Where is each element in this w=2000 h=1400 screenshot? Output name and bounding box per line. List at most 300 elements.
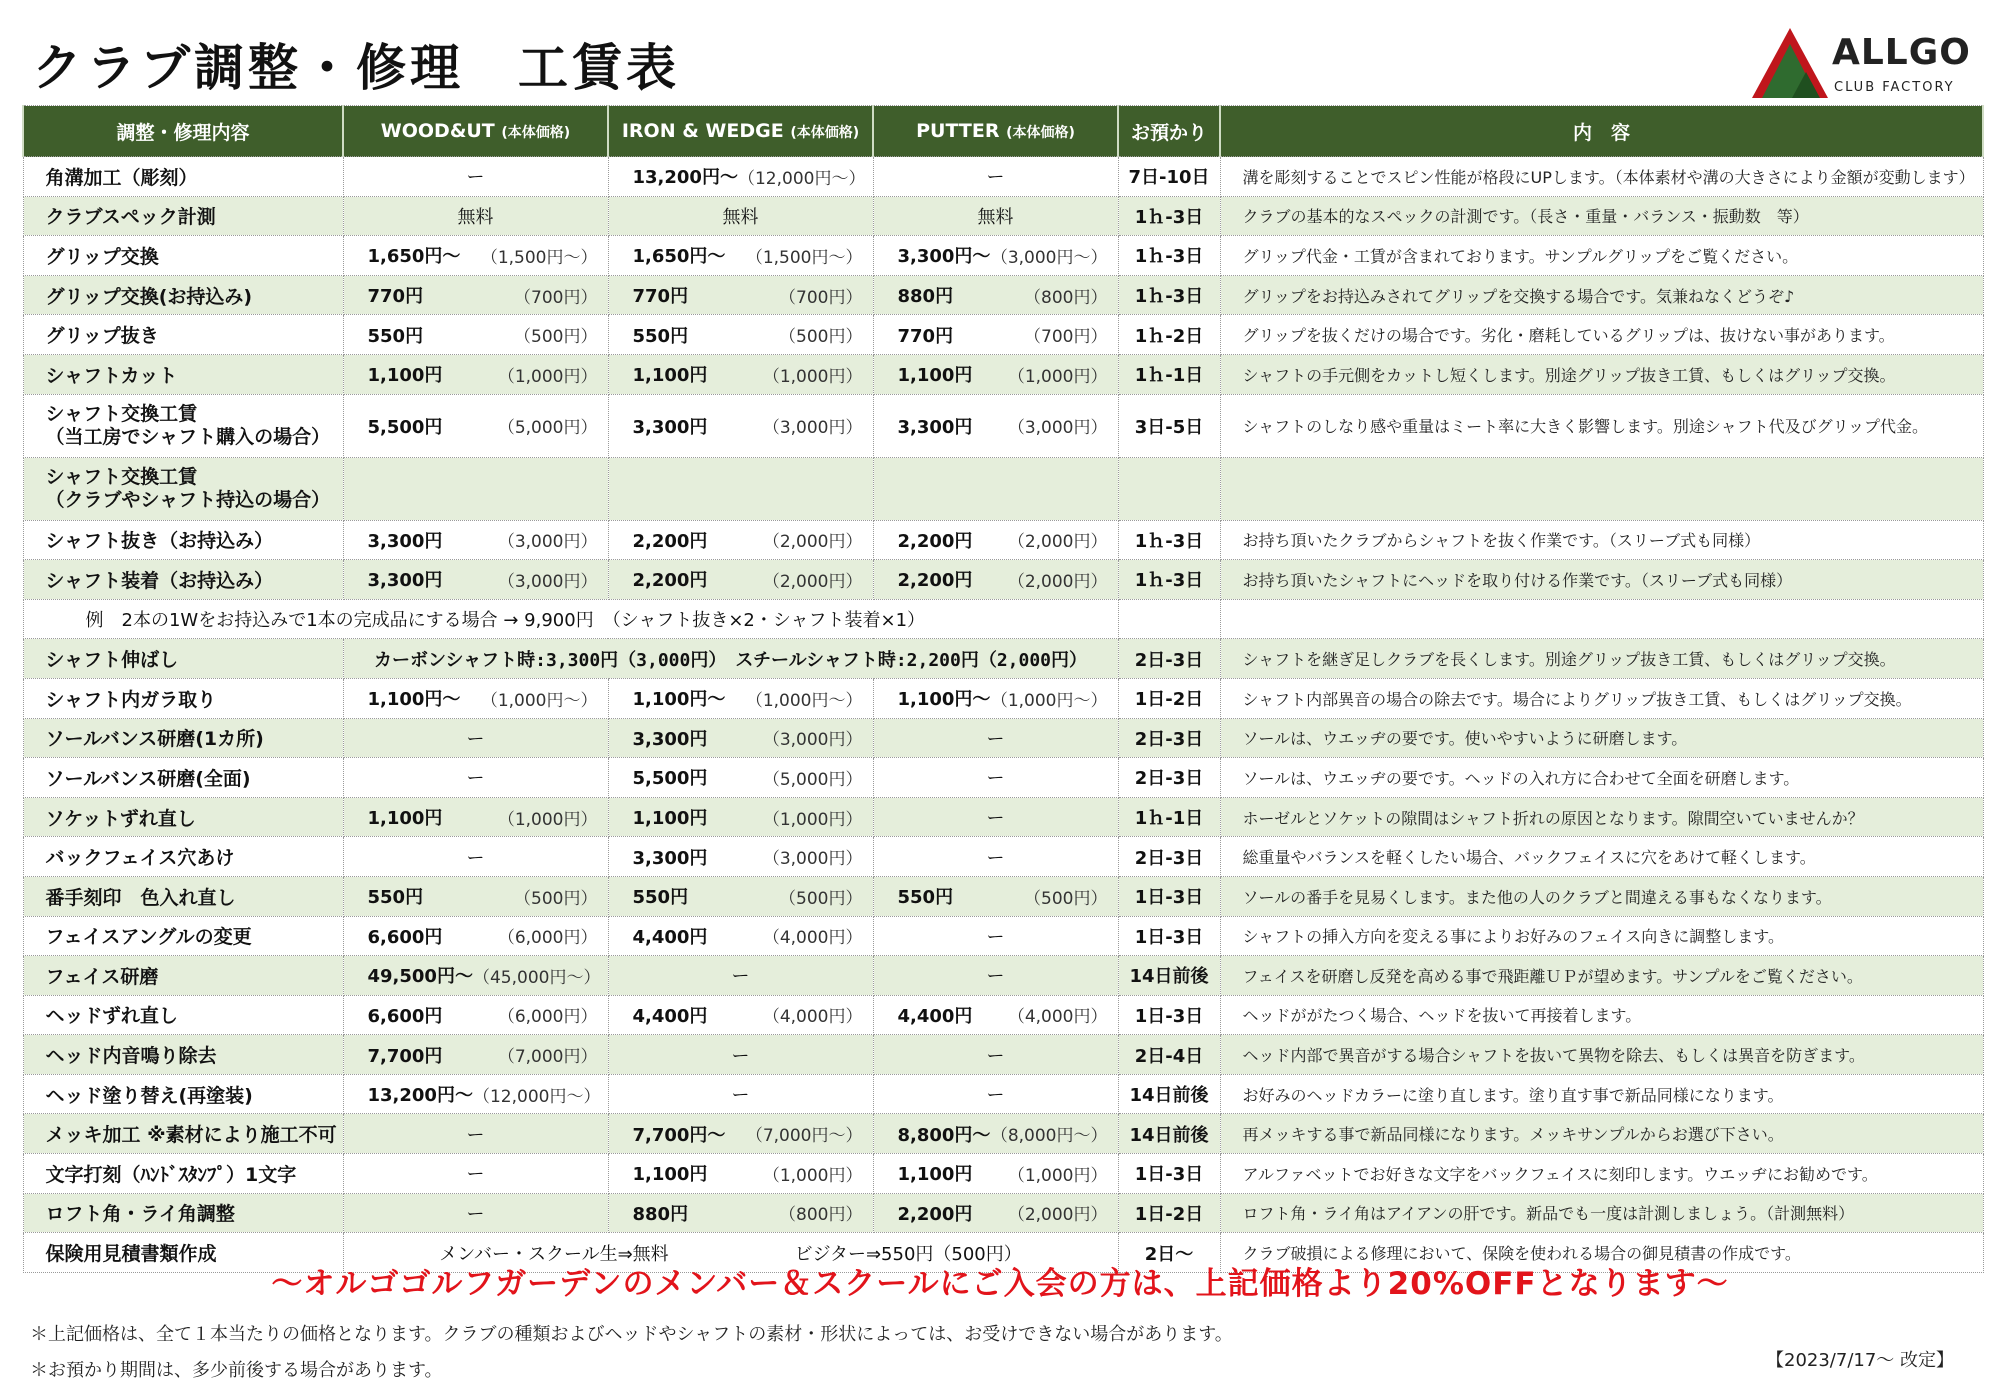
price-with-tax: 1,100円～ <box>897 689 991 711</box>
price-base: （3,000円） <box>762 730 863 751</box>
putter-price-cell <box>873 995 1118 1035</box>
price-base: （2,000円） <box>1007 1205 1108 1226</box>
table-row <box>23 1154 1983 1194</box>
header-wood-label: WOOD&UT <box>380 120 495 142</box>
price-pair <box>344 361 608 387</box>
putter-price-cell: ー <box>873 837 1118 877</box>
price-pair <box>344 1081 608 1107</box>
price-base: （3,000円～） <box>990 247 1108 268</box>
service-name-text: 角溝加工（彫刻） <box>45 166 198 189</box>
price-pair <box>874 1121 1118 1147</box>
service-name-text: シャフトカット <box>45 364 178 387</box>
iron-price-cell: ー <box>608 1035 873 1075</box>
description-cell: アルファベットでお好きな文字をバックフェイスに刻印します。ウエッヂにお勧めです。 <box>1220 1154 1983 1194</box>
wood-price-cell <box>343 560 608 600</box>
service-name <box>23 457 343 520</box>
table-row <box>23 639 1983 679</box>
mountain-logo-icon <box>1748 22 1832 102</box>
price-pair <box>344 1002 608 1028</box>
iron-price-cell <box>608 876 873 916</box>
price-pair <box>344 923 608 949</box>
price-pair <box>874 361 1118 387</box>
price-base: （500円） <box>779 327 863 348</box>
description-cell <box>1220 457 1983 520</box>
price-with-tax: 770円 <box>367 286 424 308</box>
price-with-tax: 1,650円～ <box>632 246 726 268</box>
price-with-tax: 1,100円～ <box>367 689 461 711</box>
table-row <box>23 956 1983 996</box>
putter-price-cell: ー <box>873 797 1118 837</box>
service-name <box>23 718 343 758</box>
putter-price-cell <box>873 394 1118 457</box>
table-row <box>23 196 1983 236</box>
price-pair <box>609 163 873 189</box>
price-with-tax: 4,400円 <box>897 1005 973 1027</box>
days-cell: 1ｈ-3日 <box>1118 236 1220 276</box>
table-row <box>23 837 1983 877</box>
service-name-text: シャフト交換工賃 <box>45 402 198 425</box>
service-name <box>23 315 343 355</box>
service-name-text: ソールバンス研磨(1カ所) <box>45 728 264 751</box>
service-name-text: グリップ交換(お持込み) <box>45 285 253 308</box>
service-name <box>23 236 343 276</box>
wood-price-cell <box>343 797 608 837</box>
price-pair <box>609 361 873 387</box>
putter-price-cell <box>873 520 1118 560</box>
wood-price-cell: ー <box>343 718 608 758</box>
price-base: （1,000円） <box>762 366 863 387</box>
description-cell: グリップをお持込みされてグリップを交換する場合です。気兼ねなくどうぞ♪ <box>1220 275 1983 315</box>
service-name-text: シャフト抜き（お持込み） <box>45 530 274 553</box>
price-with-tax: 3,300円 <box>632 728 708 750</box>
price-with-tax: 3,300円～ <box>897 246 991 268</box>
price-with-tax: 7,700円～ <box>632 1124 726 1146</box>
price-base: （6,000円） <box>497 1007 598 1028</box>
price-pair <box>344 685 608 711</box>
price-with-tax: 2,200円 <box>632 530 708 552</box>
price-base: （3,000円） <box>497 532 598 553</box>
description-cell: シャフト内部異音の場合の除去です。場合によりグリップ抜き工賃、もしくはグリップ交換。 <box>1220 678 1983 718</box>
wood-price-cell <box>343 1035 608 1075</box>
iron-price-cell <box>608 916 873 956</box>
table-row <box>23 876 1983 916</box>
putter-price-cell: ー <box>873 157 1118 197</box>
days-cell: 1ｈ-2日 <box>1118 315 1220 355</box>
table-row <box>23 1193 1983 1233</box>
price-pair <box>609 566 873 592</box>
table-row <box>23 1035 1983 1075</box>
price-table <box>22 105 1984 1273</box>
description-cell: ヘッド内部で異音がする場合シャフトを抜いて異物を除去、もしくは異音を防ぎます。 <box>1220 1035 1983 1075</box>
service-name-text: グリップ交換 <box>45 245 159 268</box>
putter-price-cell: ー <box>873 956 1118 996</box>
description-cell: グリップを抜くだけの場合です。劣化・磨耗しているグリップは、抜けない事があります。 <box>1220 315 1983 355</box>
iron-price-cell <box>608 394 873 457</box>
wood-price-cell: ー <box>343 1114 608 1154</box>
iron-price-cell <box>608 315 873 355</box>
service-name-sub: （当工房でシャフト購入の場合） <box>45 425 331 448</box>
service-name <box>23 520 343 560</box>
days-cell: 2日-3日 <box>1118 718 1220 758</box>
putter-price-cell <box>873 560 1118 600</box>
price-base: （8,000円～） <box>990 1126 1108 1147</box>
service-name <box>23 1114 343 1154</box>
days-cell <box>1118 457 1220 520</box>
days-cell <box>1118 599 1220 639</box>
price-pair <box>344 962 608 988</box>
service-name-text: フェイスアングルの変更 <box>45 926 252 949</box>
header-service: 調整・修理内容 <box>23 106 343 157</box>
putter-price-cell: ー <box>873 916 1118 956</box>
price-pair <box>344 1042 608 1068</box>
service-name <box>23 196 343 236</box>
description-cell: シャフトのしなり感や重量はミート率に大きく影響します。別途シャフト代及びグリップ代金。 <box>1220 394 1983 457</box>
price-base: （1,000円） <box>497 809 598 830</box>
price-pair <box>609 282 873 308</box>
price-pair <box>609 1121 873 1147</box>
days-cell: 2日-3日 <box>1118 837 1220 877</box>
description-cell <box>1220 599 1983 639</box>
description-cell: シャフトを継ぎ足しクラブを長くします。別途グリップ抜き工賃、もしくはグリップ交換。 <box>1220 639 1983 679</box>
price-with-tax: 550円 <box>367 325 424 347</box>
description-cell: グリップ代金・工賃が含まれております。サンプルグリップをご覧ください。 <box>1220 236 1983 276</box>
merged-price-cell: メンバー・スクール生⇒無料 ビジター⇒550円（500円） <box>343 1233 1118 1273</box>
wood-price-cell: ー <box>343 1193 608 1233</box>
price-pair <box>609 242 873 268</box>
price-with-tax: 13,200円～ <box>632 167 738 189</box>
promo-banner: ～オルゴゴルフガーデンのメンバー＆スクールにご入会の方は、上記価格より20%OFFとなります～ <box>271 1266 1729 1302</box>
iron-price-cell <box>608 678 873 718</box>
service-name-text: シャフト装着（お持込み） <box>45 569 274 592</box>
price-base: （1,500円～） <box>745 247 863 268</box>
iron-price-cell <box>608 837 873 877</box>
description-cell: ソールは、ウエッヂの要です。ヘッドの入れ方に合わせて全面を研磨します。 <box>1220 758 1983 798</box>
price-pair <box>874 883 1118 909</box>
price-pair <box>609 1160 873 1186</box>
putter-price-cell <box>873 1193 1118 1233</box>
service-name <box>23 1035 343 1075</box>
price-with-tax: 1,650円～ <box>367 246 461 268</box>
price-pair <box>344 527 608 553</box>
price-with-tax: 2,200円 <box>897 530 973 552</box>
price-pair <box>609 685 873 711</box>
price-base: （800円） <box>779 1205 863 1226</box>
header-iron-label: IRON & WEDGE <box>621 120 784 142</box>
wood-price-cell <box>343 678 608 718</box>
wood-price-cell <box>343 956 608 996</box>
base-price-note: (本体価格) <box>1006 125 1075 141</box>
price-base: （7,000円） <box>497 1047 598 1068</box>
price-with-tax: 7,700円 <box>367 1045 443 1067</box>
allgo-logo <box>1748 22 1978 102</box>
price-pair <box>874 413 1118 439</box>
table-row <box>23 797 1983 837</box>
price-pair <box>609 527 873 553</box>
table-row <box>23 457 1983 520</box>
price-pair <box>609 413 873 439</box>
price-pair <box>609 322 873 348</box>
price-base: （500円） <box>1024 888 1108 909</box>
price-with-tax: 6,600円 <box>367 926 443 948</box>
iron-price-cell <box>608 354 873 394</box>
price-with-tax: 2,200円 <box>897 570 973 592</box>
price-with-tax: 550円 <box>367 887 424 909</box>
logo-name: ALLGO <box>1832 32 1971 73</box>
iron-price-cell: 無料 <box>608 196 873 236</box>
iron-price-cell <box>608 1193 873 1233</box>
service-name <box>23 394 343 457</box>
table-row <box>23 718 1983 758</box>
putter-price-cell: 無料 <box>873 196 1118 236</box>
service-name <box>23 758 343 798</box>
base-price-note: (本体価格) <box>501 125 571 141</box>
putter-price-cell <box>873 236 1118 276</box>
iron-price-cell <box>608 236 873 276</box>
description-cell: お好みのヘッドカラーに塗り直します。塗り直す事で新品同様になります。 <box>1220 1074 1983 1114</box>
price-base: （2,000円） <box>762 571 863 592</box>
price-base: （3,000円） <box>762 849 863 870</box>
table-row <box>23 678 1983 718</box>
price-with-tax: 1,100円 <box>367 808 443 830</box>
table-row <box>23 916 1983 956</box>
wood-price-cell <box>343 916 608 956</box>
price-with-tax: 550円 <box>632 887 689 909</box>
description-cell: ホーゼルとソケットの隙間はシャフト折れの原因となります。隙間空いていませんか？ <box>1220 797 1983 837</box>
service-name-text: 保険用見積書類作成 <box>45 1243 217 1266</box>
service-name <box>23 157 343 197</box>
days-cell: 1日-2日 <box>1118 678 1220 718</box>
days-cell: 2日-4日 <box>1118 1035 1220 1075</box>
wood-price-cell <box>343 354 608 394</box>
service-name-text: シャフト内ガラ取り <box>45 688 217 711</box>
wood-price-cell <box>343 995 608 1035</box>
putter-price-cell <box>873 1114 1118 1154</box>
price-pair <box>874 282 1118 308</box>
days-cell: 7日-10日 <box>1118 157 1220 197</box>
table-row <box>23 560 1983 600</box>
wood-price-cell <box>343 394 608 457</box>
header-putter-label: PUTTER <box>916 120 1000 142</box>
description-cell: ソールは、ウエッヂの要です。使いやすいように研磨します。 <box>1220 718 1983 758</box>
price-base: （500円） <box>514 888 598 909</box>
price-pair <box>609 844 873 870</box>
price-with-tax: 2,200円 <box>632 570 708 592</box>
price-base: （1,000円） <box>497 366 598 387</box>
iron-price-cell <box>608 1154 873 1194</box>
putter-price-cell <box>873 275 1118 315</box>
description-cell: クラブ破損による修理において、保険を使われる場合の御見積書の作成です。 <box>1220 1233 1983 1273</box>
price-pair <box>344 322 608 348</box>
iron-price-cell <box>608 1114 873 1154</box>
days-cell: 1ｈ-3日 <box>1118 560 1220 600</box>
service-name <box>23 275 343 315</box>
iron-price-cell <box>608 797 873 837</box>
price-with-tax: 4,400円 <box>632 926 708 948</box>
description-cell: フェイスを研磨し反発を高める事で飛距離ＵＰが望めます。サンプルをご覧ください。 <box>1220 956 1983 996</box>
price-with-tax: 880円 <box>897 286 954 308</box>
service-name-text: グリップ抜き <box>45 325 159 348</box>
price-with-tax: 13,200円～ <box>367 1085 473 1107</box>
days-cell: 2日～ <box>1118 1233 1220 1273</box>
service-name <box>23 916 343 956</box>
price-pair <box>874 566 1118 592</box>
price-base: （1,000円） <box>1007 1165 1108 1186</box>
service-name-text: シャフト交換工賃 <box>45 465 198 488</box>
service-name <box>23 354 343 394</box>
price-with-tax: 1,100円 <box>367 365 443 387</box>
service-name-text: メッキ加工 ※素材により施工不可 <box>45 1124 337 1147</box>
service-name-text: クラブスペック計測 <box>45 206 216 229</box>
price-base: （5,000円） <box>497 418 598 439</box>
description-cell: ソールの番手を見易くします。また他の人のクラブと間違える事もなくなります。 <box>1220 876 1983 916</box>
description-cell: シャフトの手元側をカットし短くします。別途グリップ抜き工賃、もしくはグリップ交換。 <box>1220 354 1983 394</box>
price-pair <box>344 566 608 592</box>
wood-price-cell: ー <box>343 157 608 197</box>
days-cell: 1日-3日 <box>1118 876 1220 916</box>
service-name <box>23 876 343 916</box>
revised-date: 【2023/7/17～ 改定】 <box>1766 1350 1955 1371</box>
price-base: （6,000円） <box>497 928 598 949</box>
putter-price-cell: ー <box>873 1035 1118 1075</box>
table-row <box>23 315 1983 355</box>
wood-price-cell: ー <box>343 837 608 877</box>
header-days: お預かり <box>1118 106 1220 157</box>
service-name <box>23 1154 343 1194</box>
days-cell: 1ｈ-1日 <box>1118 354 1220 394</box>
service-name-sub: （クラブやシャフト持込の場合） <box>45 488 331 511</box>
price-with-tax: 4,400円 <box>632 1005 708 1027</box>
price-base: （1,000円） <box>762 1165 863 1186</box>
price-base: （1,000円） <box>1007 366 1108 387</box>
example-note: 例 2本の1Wをお持込みで1本の完成品にする場合 → 9,900円 （シャフト抜き×2・シャフト装着×1） <box>23 599 1118 639</box>
price-pair <box>609 923 873 949</box>
price-base: （3,000円） <box>762 418 863 439</box>
service-name <box>23 956 343 996</box>
wood-price-cell <box>343 275 608 315</box>
service-name <box>23 678 343 718</box>
table-row <box>23 275 1983 315</box>
price-with-tax: 1,100円～ <box>632 689 726 711</box>
days-cell: 14日前後 <box>1118 1074 1220 1114</box>
price-base: （5,000円） <box>762 769 863 790</box>
price-base: （700円） <box>514 287 598 308</box>
price-base: （2,000円） <box>762 532 863 553</box>
putter-price-cell <box>873 1154 1118 1194</box>
merged-price-cell: カーボンシャフト時:3,300円（3,000円） スチールシャフト時:2,200円（2,000円） <box>343 639 1118 679</box>
price-base: （800円） <box>1024 287 1108 308</box>
wood-price-cell <box>343 457 608 520</box>
table-header-row <box>23 106 1983 157</box>
price-pair <box>874 527 1118 553</box>
price-base: （1,500円～） <box>480 247 598 268</box>
price-pair <box>344 883 608 909</box>
price-base: （4,000円） <box>762 1007 863 1028</box>
iron-price-cell <box>608 560 873 600</box>
service-name-text: ソールバンス研磨(全面) <box>45 767 251 790</box>
putter-price-cell: ー <box>873 758 1118 798</box>
price-with-tax: 2,200円 <box>897 1203 973 1225</box>
service-name <box>23 837 343 877</box>
price-with-tax: 770円 <box>632 286 689 308</box>
price-with-tax: 8,800円～ <box>897 1124 991 1146</box>
price-pair <box>344 804 608 830</box>
days-cell: 14日前後 <box>1118 956 1220 996</box>
price-base: （4,000円） <box>1007 1007 1108 1028</box>
note-period: ＊お預かり期間は、多少前後する場合があります。 <box>30 1360 443 1381</box>
days-cell: 1ｈ-3日 <box>1118 196 1220 236</box>
iron-price-cell <box>608 520 873 560</box>
price-pair <box>874 322 1118 348</box>
description-cell: シャフトの挿入方向を変える事によりお好みのフェイス向きに調整します。 <box>1220 916 1983 956</box>
iron-price-cell: ー <box>608 956 873 996</box>
putter-price-cell <box>873 354 1118 394</box>
price-with-tax: 3,300円 <box>367 570 443 592</box>
service-name-text: ヘッド内音鳴り除去 <box>45 1045 217 1068</box>
iron-price-cell: ー <box>608 1074 873 1114</box>
note-price: ＊上記価格は、全て１本当たりの価格となります。クラブの種類およびヘッドやシャフトの素材・形状によっては、お受けできない場合があります。 <box>30 1324 1233 1345</box>
price-pair <box>874 1002 1118 1028</box>
days-cell: 1ｈ-3日 <box>1118 520 1220 560</box>
iron-price-cell <box>608 995 873 1035</box>
price-with-tax: 5,500円 <box>367 416 443 438</box>
price-base: （3,000円） <box>497 571 598 592</box>
price-with-tax: 5,500円 <box>632 768 708 790</box>
price-base: （500円） <box>514 327 598 348</box>
service-name <box>23 560 343 600</box>
price-pair <box>344 282 608 308</box>
service-name <box>23 797 343 837</box>
iron-price-cell <box>608 157 873 197</box>
description-cell: ロフト角・ライ角はアイアンの肝です。新品でも一度は計測しましょう。（計測無料） <box>1220 1193 1983 1233</box>
page-title: クラブ調整・修理 工賃表 <box>32 39 680 97</box>
price-pair <box>609 804 873 830</box>
price-pair <box>874 685 1118 711</box>
price-with-tax: 1,100円 <box>897 1164 973 1186</box>
price-with-tax: 550円 <box>897 887 954 909</box>
description-cell: お持ち頂いたシャフトにヘッドを取り付ける作業です。（スリーブ式も同様） <box>1220 560 1983 600</box>
base-price-note: (本体価格) <box>790 125 860 141</box>
logo-subtitle: CLUB FACTORY <box>1834 80 1955 95</box>
service-name <box>23 1193 343 1233</box>
price-with-tax: 1,100円 <box>632 1164 708 1186</box>
price-base: （500円） <box>779 888 863 909</box>
price-base: （2,000円） <box>1007 532 1108 553</box>
table-row <box>23 1114 1983 1154</box>
price-base: （12,000円～） <box>472 1086 601 1107</box>
price-pair <box>609 883 873 909</box>
price-base: （2,000円） <box>1007 571 1108 592</box>
price-pair <box>874 242 1118 268</box>
service-name-text: ソケットずれ直し <box>45 807 196 830</box>
description-cell: 再メッキする事で新品同様になります。メッキサンプルからお選び下さい。 <box>1220 1114 1983 1154</box>
days-cell: 1日-3日 <box>1118 995 1220 1035</box>
putter-price-cell: ー <box>873 1074 1118 1114</box>
wood-price-cell <box>343 876 608 916</box>
price-pair <box>874 1160 1118 1186</box>
price-base: （1,000円～） <box>480 690 598 711</box>
table-row <box>23 354 1983 394</box>
price-pair <box>344 242 608 268</box>
price-base: （3,000円） <box>1007 418 1108 439</box>
service-name-text: フェイス研磨 <box>45 965 159 988</box>
days-cell: 14日前後 <box>1118 1114 1220 1154</box>
service-name-text: ヘッドずれ直し <box>45 1005 178 1028</box>
price-base: （1,000円～） <box>745 690 863 711</box>
price-pair <box>609 1002 873 1028</box>
price-pair <box>344 413 608 439</box>
price-pair <box>609 764 873 790</box>
service-name-text: ロフト角・ライ角調整 <box>45 1203 235 1226</box>
